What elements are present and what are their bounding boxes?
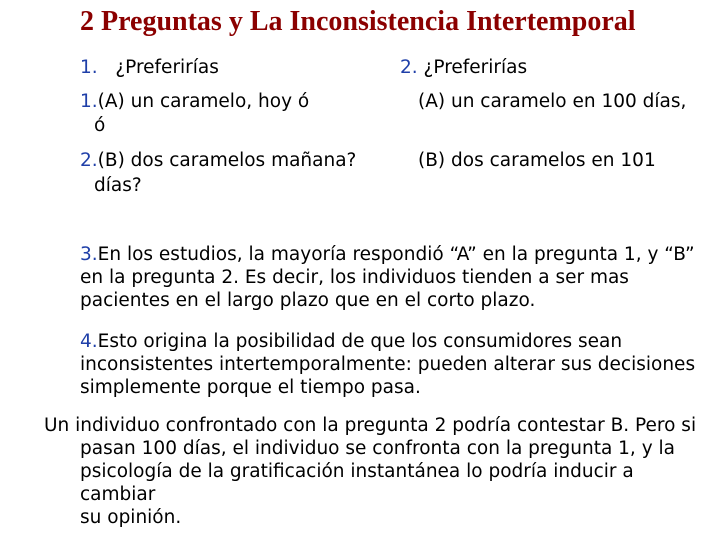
option-b-number: 2.	[80, 150, 98, 171]
option-a-text: (A) un caramelo, hoy ó	[97, 91, 310, 112]
question-2-option-b: (B) dos caramelos en 101	[418, 150, 656, 171]
question-1-option-a	[80, 91, 309, 113]
closing-paragraph	[44, 414, 714, 529]
point-4-number: 4.	[80, 331, 98, 352]
point-4-line-1: Esto origina la posibilidad de que los consumidores sean	[97, 331, 623, 352]
point-3-line-1: En los estudios, la mayoría respondió “A” en la pregunta 1, y “B”	[97, 244, 695, 265]
question-1-text: ¿Preferirías	[115, 57, 219, 78]
question-1-option-b-cont: días?	[94, 175, 142, 196]
point-4-line-3: simplemente porque el tiempo pasa.	[80, 377, 421, 398]
slide-title: 2 Preguntas y La Inconsistencia Intertemporal	[80, 6, 636, 37]
question-1-header	[80, 57, 219, 79]
closing-line-2: pasan 100 días, el individuo se confronta con la pregunta 1, y la	[80, 438, 675, 459]
point-3-number: 3.	[80, 244, 98, 265]
point-4-line-2: inconsistentes intertemporalmente: pueden alterar sus decisiones	[80, 354, 696, 375]
closing-line-1: Un individuo confrontado con la pregunta 2 podría contestar B. Pero si	[44, 415, 697, 436]
question-2-number: 2.	[400, 57, 418, 78]
point-4	[80, 330, 720, 399]
point-3-line-2: en la pregunta 2. Es decir, los individuos tienden a ser mas	[80, 267, 629, 288]
point-3	[80, 243, 720, 312]
question-1-number: 1.	[80, 57, 98, 78]
question-1-option-b	[80, 150, 356, 172]
option-b-text: (B) dos caramelos mañana?	[97, 150, 357, 171]
question-1-option-a-cont: ó	[94, 115, 106, 136]
question-2-text: ¿Preferirías	[423, 57, 528, 78]
question-2-option-a: (A) un caramelo en 100 días,	[418, 91, 687, 112]
point-3-line-3: pacientes en el largo plazo que en el corto plazo.	[80, 290, 536, 311]
option-a-number: 1.	[80, 91, 98, 112]
closing-line-4: su opinión.	[80, 507, 182, 528]
closing-line-3: psicología de la gratificación instantánea lo podría inducir a cambiar	[80, 461, 634, 505]
question-2-header	[400, 57, 527, 79]
